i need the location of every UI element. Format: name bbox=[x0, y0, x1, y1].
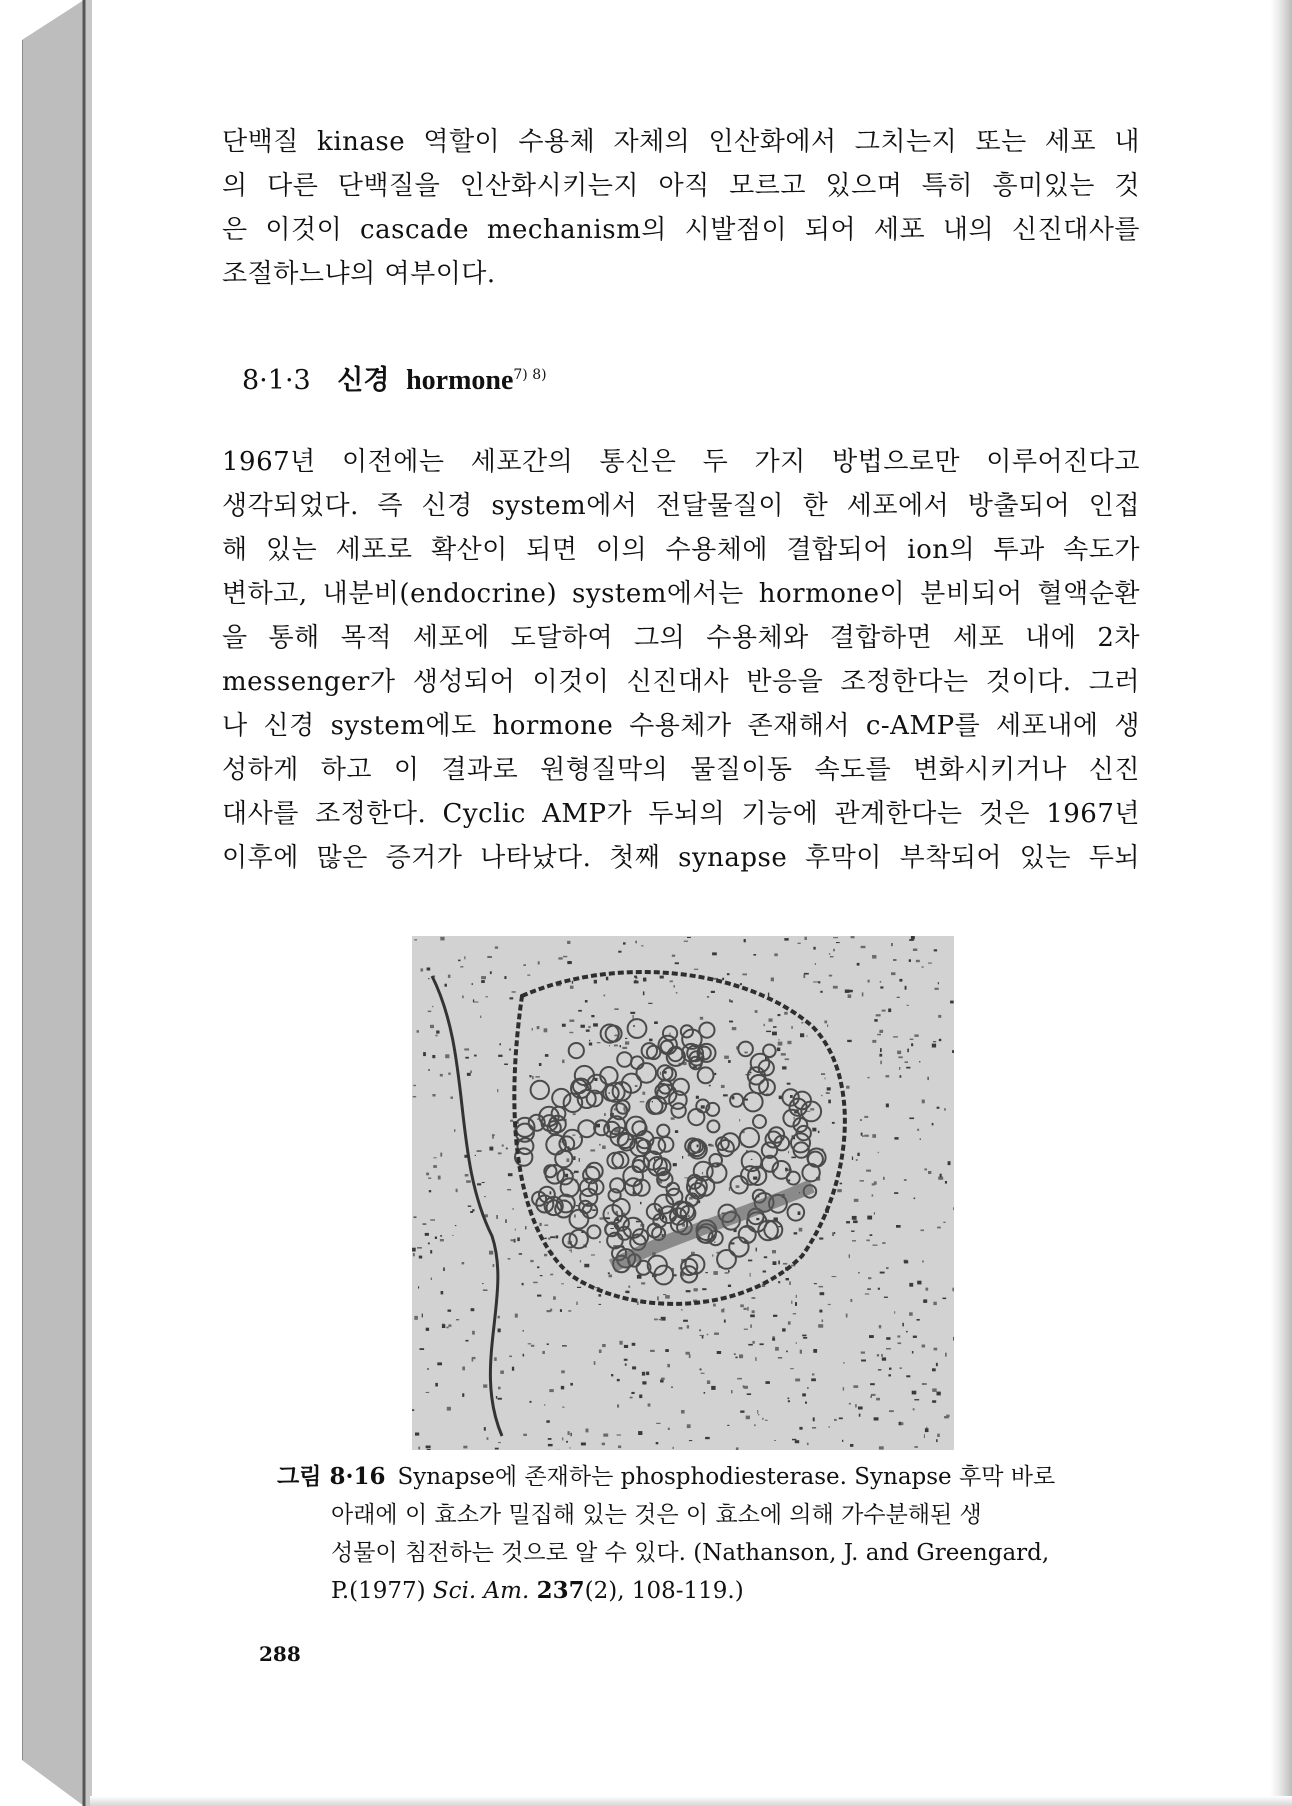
micrograph-figure bbox=[412, 936, 954, 1450]
figure-caption bbox=[277, 1458, 1143, 1610]
text-line: 1967년 이전에는 세포간의 통신은 두 가지 방법으로만 이루어진다고 bbox=[222, 447, 1140, 477]
section-title-korean: 신경 bbox=[337, 365, 390, 396]
section-references: 7) 8) bbox=[513, 367, 547, 383]
caption-line: 아래에 이 효소가 밀집해 있는 것은 이 효소에 의해 가수분해된 생 bbox=[331, 1502, 982, 1528]
text-line: 조절하느냐의 여부이다. bbox=[222, 259, 496, 289]
text-line: 을 통해 목적 세포에 도달하여 그의 수용체와 결합하면 세포 내에 2차 bbox=[222, 623, 1140, 653]
synapse-micrograph-image bbox=[412, 936, 954, 1450]
page-number: 288 bbox=[259, 1642, 301, 1666]
caption-line bbox=[277, 1572, 1143, 1610]
page-right-edge bbox=[1270, 0, 1292, 1806]
citation-text: P.(1977) bbox=[331, 1578, 433, 1604]
paragraph-2 bbox=[222, 440, 1140, 880]
text-line: 해 있는 세포로 확산이 되면 이의 수용체에 결합되어 ion의 투과 속도가 bbox=[222, 535, 1140, 565]
text-line: 단백질 kinase 역할이 수용체 자체의 인산화에서 그치는지 또는 세포 내 bbox=[222, 127, 1140, 157]
caption-text: Synapse에 존재하는 phosphodiesterase. Synapse 후막 바로 bbox=[397, 1464, 1056, 1490]
section-heading bbox=[242, 355, 547, 401]
journal-name: Sci. Am. bbox=[432, 1578, 530, 1604]
book-spine bbox=[22, 0, 92, 1806]
text-line: messenger가 생성되어 이것이 신진대사 반응을 조정한다는 것이다. 그러 bbox=[222, 667, 1140, 697]
text-line: 대사를 조정한다. Cyclic AMP가 두뇌의 기능에 관계한다는 것은 1967년 bbox=[222, 799, 1140, 829]
section-number: 8·1·3 bbox=[242, 365, 311, 396]
text-line: 의 다른 단백질을 인산화시키는지 아직 모르고 있으며 특히 흥미있는 것 bbox=[222, 171, 1140, 201]
caption-line: 성물이 침전하는 것으로 알 수 있다. (Nathanson, J. and Greengard, bbox=[331, 1540, 1050, 1566]
page bbox=[92, 0, 1270, 1806]
text-line: 나 신경 system에도 hormone 수용체가 존재해서 c-AMP를 세포내에 생 bbox=[222, 711, 1140, 741]
caption-line bbox=[277, 1458, 1143, 1496]
paragraph-1 bbox=[222, 120, 1140, 296]
section-title-english: hormone bbox=[406, 365, 514, 396]
text-line: 성하게 하고 이 결과로 원형질막의 물질이동 속도를 변화시키거나 신진 bbox=[222, 755, 1140, 785]
text-line: 변하고, 내분비(endocrine) system에서는 hormone이 분비되어 혈액순환 bbox=[222, 579, 1140, 609]
text-line: 이후에 많은 증거가 나타났다. 첫째 synapse 후막이 부착되어 있는 두뇌 bbox=[222, 843, 1140, 873]
citation-pages: (2), 108-119.) bbox=[584, 1578, 744, 1604]
text-line: 생각되었다. 즉 신경 system에서 전달물질이 한 세포에서 방출되어 인접 bbox=[222, 491, 1140, 521]
figure-label: 그림 8·16 bbox=[277, 1463, 386, 1490]
journal-volume: 237 bbox=[536, 1577, 585, 1604]
text-line: 은 이것이 cascade mechanism의 시발점이 되어 세포 내의 신진대사를 bbox=[222, 215, 1140, 245]
